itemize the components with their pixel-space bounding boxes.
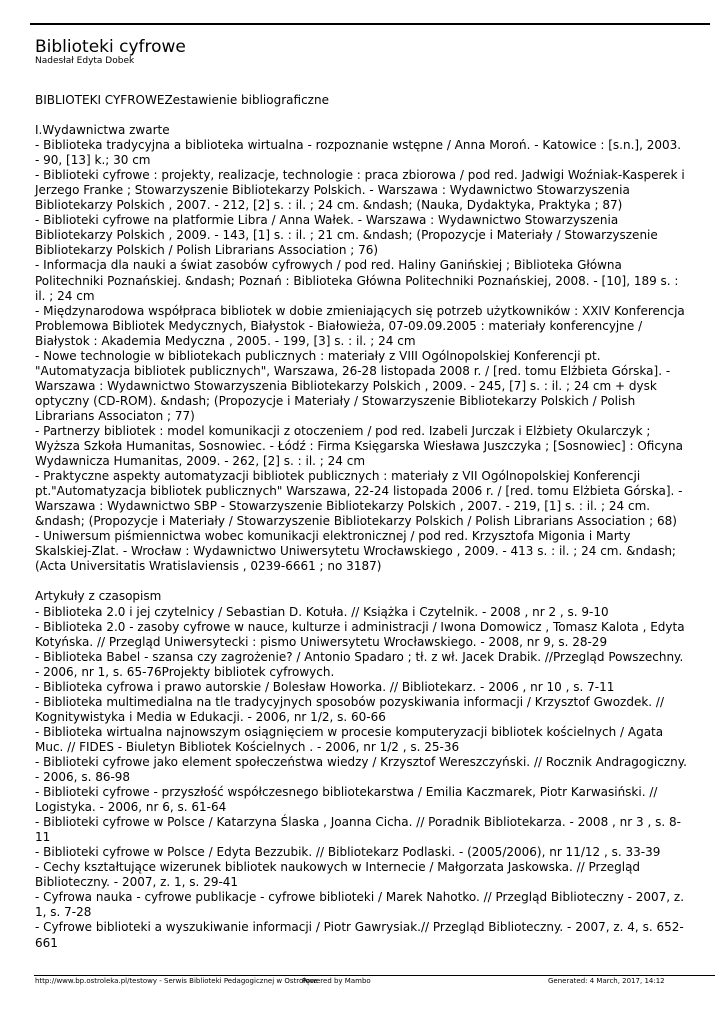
list-item: - Partnerzy bibliotek : model komunikacji z otoczeniem / pod red. Izabeli Jurczak i Elżbiety Okularczyk ; Wyższa Szkoła Humanitas, Sosnowiec. - Łódź : Firma Księgarska Wiesława Juszczyka ; [Sosnowiec] : Oficyna Wydawnicza Humanitas, 2009. - 262, [2] s. : il. ; 24 cm — [35, 423, 684, 469]
list-item: - Informacja dla nauki a świat zasobów cyfrowych / pod red. Haliny Ganińskiej ; Biblioteka Główna Politechniki Poznańskiej. &ndash; Poznań : Biblioteka Główna Politechniki Poznańskiej, 2008. - [10], 189 s. : il. ; 24 cm — [35, 258, 679, 303]
list-item: - Cyfrowa nauka - cyfrowe publikacje - cyfrowe biblioteki / Marek Nahotko. // Przegląd Biblioteczny - 2007, z. 1, s. 7-28 — [35, 890, 685, 920]
books-list — [35, 138, 687, 574]
list-item: - Biblioteka 2.0 i jej czytelnicy / Sebastian D. Kotuła. // Książka i Czytelnik. - 2008 , nr 2 , s. 9-10 — [35, 604, 609, 619]
list-item: - Biblioteki cyfrowe - przyszłość współczesnego bibliotekarstwa / Emilia Kaczmarek, Piotr Karwasiński. // Logistyka. - 2006, nr 6, s. 61-64 — [35, 785, 658, 815]
articles-list — [35, 605, 687, 951]
footer-generated: Generated: 4 March, 2017, 14:12 — [548, 977, 665, 985]
footer-powered: Powered by Mambo — [302, 977, 371, 985]
list-item: - Biblioteki cyfrowe w Polsce / Katarzyna Ślaska , Joanna Cicha. // Poradnik Bibliotekarza. - 2008 , nr 3 , s. 8-11 — [35, 815, 681, 845]
list-item: - Biblioteka multimedialna na tle tradycyjnych sposobów pozyskiwania informacji / Krzysztof Gwozdek. // Kognitywistyka i Media w Edukacji. - 2006, nr 1/2, s. 60-66 — [35, 694, 664, 724]
list-item: - Międzynarodowa współpraca bibliotek w dobie zmieniających się potrzeb użytkowników : XXIV Konferencja Problemowa Bibliotek Medycznych, Białystok - Białowieża, 07-09.09.2005 : materiały konferencyjne / Białystok : Akademia Medyczna , 2005. - 199, [3] s. : il. ; 24 cm — [35, 303, 685, 348]
document-heading: BIBLIOTEKI CYFROWEZestawienie bibliograficzne — [35, 93, 329, 107]
section-title-books: I.Wydawnictwa zwarte — [35, 123, 170, 138]
footer-url[interactable]: http://www.bp.ostroleka.pl/testowy - Serwis Biblioteki Pedagogicznej w Ostrołęce — [35, 977, 318, 985]
list-item: - Biblioteki cyfrowe na platformie Libra / Anna Wałek. - Warszawa : Wydawnictwo Stowarzyszenia Bibliotekarzy Polskich , 2009. - 143, [1] s. : il. ; 21 cm. &ndash; (Propozycje i Materiały / Stowarzyszenie Bibliotekarzy Polskich / Polish Librarians Association ; 76) — [35, 213, 658, 258]
author-byline: Nadesłał Edyta Dobek — [35, 56, 135, 66]
footer-rule — [34, 975, 715, 976]
section-title-articles: Artykuły z czasopism — [35, 589, 162, 604]
list-item: - Biblioteki cyfrowe jako element społeczeństwa wiedzy / Krzysztof Wereszczyński. // Rocznik Andragogiczny. - 2006, s. 86-98 — [35, 754, 687, 785]
list-item: - Biblioteka cyfrowa i prawo autorskie / Bolesław Howorka. // Bibliotekarz. - 2006 , nr 10 , s. 7-11 — [35, 679, 615, 694]
list-item: - Praktyczne aspekty automatyzacji bibliotek publicznych : materiały z VII Ogólnopolskiej Konferencji pt."Automatyzacja bibliotek publicznych" Warszawa, 22-24 listopada 2006 r. / [red. tomu Elżbieta Górska]. - Warszawa : Wydawnictwo SBP - Stowarzyszenie Bibliotekarzy Polskich , 2007. - 219, [1] s. : il. ; 24 cm. &ndash; (Propozycje i Materiały / Stowarzyszenie Bibliotekarzy Polskich / Polish Librarians Association ; 68) — [35, 469, 683, 529]
list-item: - Cyfrowe biblioteki a wyszukiwanie informacji / Piotr Gawrysiak.// Przegląd Biblioteczny. - 2007, z. 4, s. 652-661 — [35, 920, 684, 950]
list-item: - Uniwersum piśmiennictwa wobec komunikacji elektronicznej / pod red. Krzysztofa Migonia i Marty Skalskiej-Zlat. - Wrocław : Wydawnictwo Uniwersytetu Wrocławskiego , 2009. - 413 s. : il. ; 24 cm. &ndash; (Acta Universitatis Wratislaviensis , 0239-6661 ; no 3187) — [35, 529, 676, 574]
list-item: - Biblioteka Babel - szansa czy zagrożenie? / Antonio Spadaro ; tł. z wł. Jacek Drabik. //Przegląd Powszechny. - 2006, nr 1, s. 65-76Projekty bibliotek cyfrowych. — [35, 649, 684, 679]
list-item: - Biblioteki cyfrowe : projekty, realizacje, technologie : praca zbiorowa / pod red. Jadwigi Woźniak-Kasperek i Jerzego Franke ; Stowarzyszenie Bibliotekarzy Polskich. - Warszawa : Wydawnictwo Stowarzyszenia Bibliotekarzy Polskich , 2007. - 212, [2] s. : il. ; 24 cm. &ndash; (Nauka, Dydaktyka, Praktyka ; 87) — [35, 168, 685, 213]
list-item: - Nowe technologie w bibliotekach publicznych : materiały z VIII Ogólnopolskiej Konferencji pt. "Automatyzacja bibliotek publicznych", Warszawa, 26-28 listopada 2008 r. / [red. tomu Elżbieta Górska]. - Warszawa : Wydawnictwo Stowarzyszenia Bibliotekarzy Polskich , 2009. - 245, [7] s. : il. ; 24 cm + dysk optyczny (CD-ROM). &ndash; (Propozycje i Materiały / Stowarzyszenie Bibliotekarzy Polskich / Polish Librarians Associaton ; 77) — [35, 348, 671, 423]
document-body — [35, 93, 687, 951]
list-item: - Cechy kształtujące wizerunek bibliotek naukowych w Internecie / Małgorzata Jaskowska. // Przegląd Biblioteczny. - 2007, z. 1, s. 29-41 — [35, 860, 641, 890]
list-item: - Biblioteka wirtualna najnowszym osiągnięciem w procesie komputeryzacji bibliotek kościelnych / Agata Muc. // FIDES - Biuletyn Bibliotek Kościelnych . - 2006, nr 1/2 , s. 25-36 — [35, 724, 664, 754]
page-title: Biblioteki cyfrowe — [35, 37, 186, 57]
list-item: - Biblioteka 2.0 - zasoby cyfrowe w nauce, kulturze i administracji / Iwona Domowicz , Tomasz Kalota , Edyta Kotyńska. // Przegląd Uniwersytecki : pismo Uniwersytetu Wrocławskiego. - 2008, nr 9, s. 28-29 — [35, 619, 685, 649]
list-item: - Biblioteka tradycyjna a biblioteka wirtualna - rozpoznanie wstępne / Anna Moroń. - Katowice : [s.n.], 2003. - 90, [13] k.; 30 cm — [35, 138, 682, 168]
top-rule — [30, 23, 710, 25]
list-item: - Biblioteki cyfrowe w Polsce / Edyta Bezzubik. // Bibliotekarz Podlaski. - (2005/2006), nr 11/12 , s. 33-39 — [35, 845, 661, 860]
